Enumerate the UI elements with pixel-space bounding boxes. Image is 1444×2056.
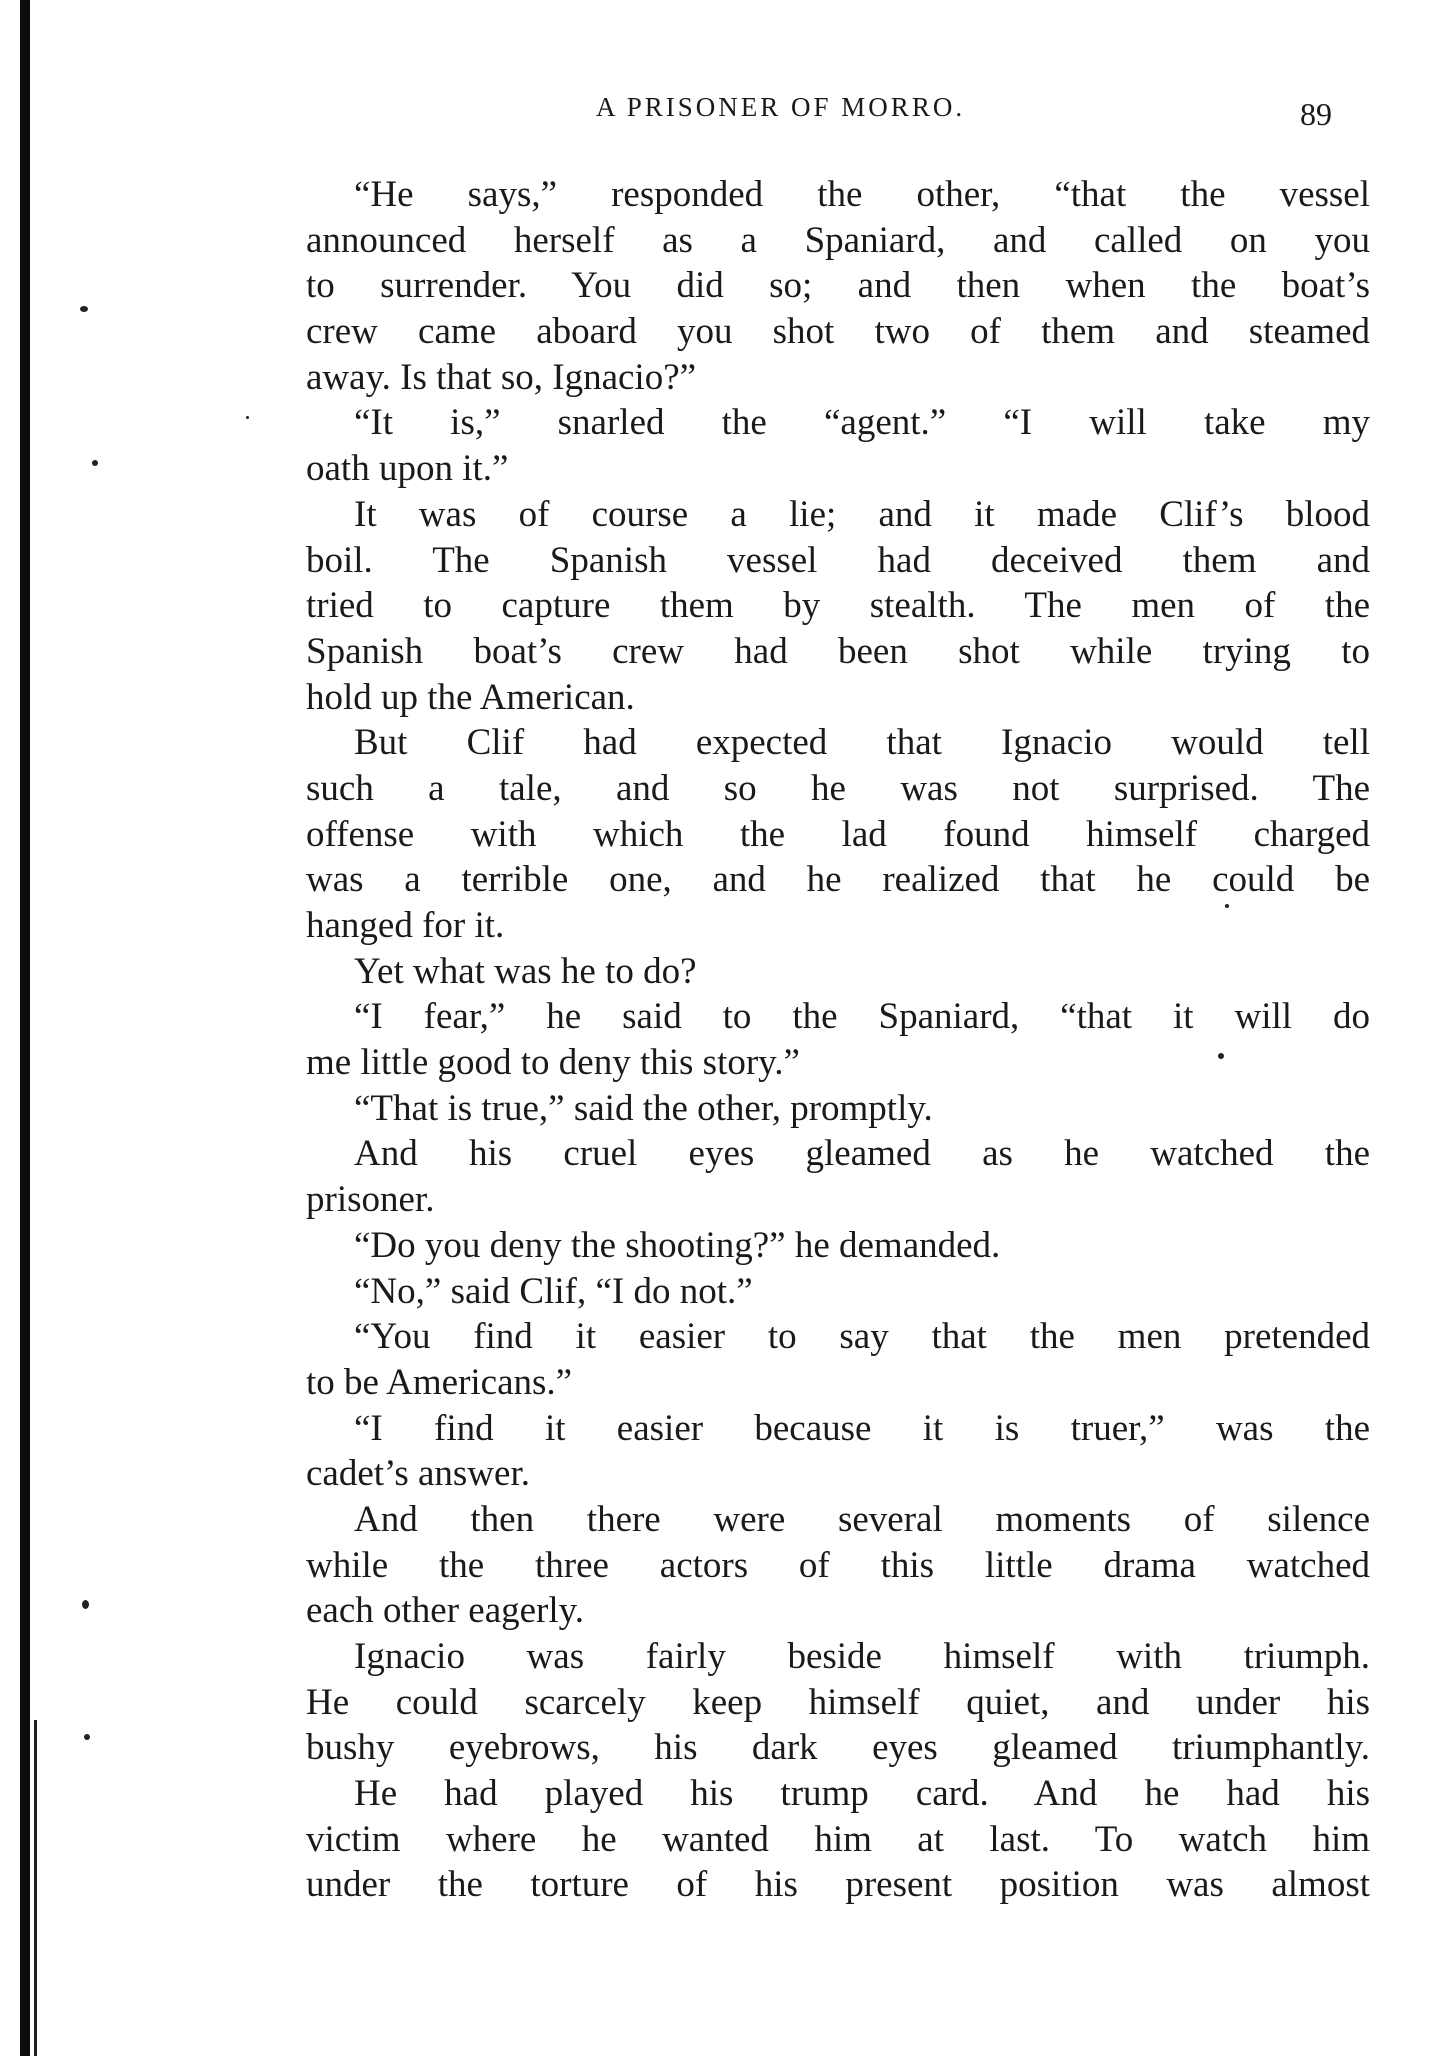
text-line: was a terrible one, and he realized that he could be [306, 859, 1370, 901]
text-line: And then there were several moments of silence [354, 1498, 1370, 1540]
text-line: He had played his trump card. And he had his [354, 1773, 1370, 1815]
text-line: “I fear,” he said to the Spaniard, “that it will do [354, 996, 1370, 1038]
text-line: offense with which the lad found himself charged [306, 813, 1370, 855]
text-line: Ignacio was fairly beside himself with triumph. [354, 1636, 1370, 1677]
text-line: “It is,” snarled the “agent.” “I will take my [354, 402, 1370, 444]
text-line: to surrender. You did so; and then when the boat’s [306, 265, 1370, 307]
body-text [306, 172, 1370, 1908]
text-line: “He says,” responded the other, “that the vessel [354, 174, 1370, 215]
scan-speck [84, 1734, 90, 1740]
text-line: hanged for it. [306, 905, 505, 946]
text-line: It was of course a lie; and it made Clif’s blood [354, 493, 1370, 535]
page-number: 89 [1300, 96, 1332, 132]
text-line: But Clif had expected that Ignacio would tell [354, 722, 1370, 764]
text-line: victim where he wanted him at last. To watch him [306, 1818, 1370, 1860]
text-line: away. Is that so, Ignacio?” [306, 356, 697, 398]
text-line: to be Americans.” [306, 1361, 573, 1403]
text-line: bushy eyebrows, his dark eyes gleamed triumphantly. [306, 1727, 1370, 1769]
book-spine-shadow [20, 0, 30, 2056]
text-line: while the three actors of this little drama watched [306, 1544, 1370, 1586]
text-line: crew came aboard you shot two of them and steamed [306, 311, 1370, 353]
text-line: He could scarcely keep himself quiet, and under his [306, 1681, 1370, 1723]
text-line: Yet what was he to do? [354, 950, 697, 992]
text-line: me little good to deny this story.” [306, 1042, 800, 1084]
scan-speck [92, 460, 98, 466]
text-line: such a tale, and so he was not surprised. The [306, 767, 1370, 809]
scan-speck [80, 306, 88, 312]
text-line: hold up the American. [306, 676, 635, 718]
text-line: And his cruel eyes gleamed as he watched the [354, 1133, 1370, 1175]
text-line: boil. The Spanish vessel had deceived them and [306, 539, 1370, 581]
text-line: cadet’s answer. [306, 1453, 530, 1495]
text-line: tried to capture them by stealth. The men of the [306, 585, 1370, 627]
text-line: “Do you deny the shooting?” he demanded. [354, 1224, 1001, 1266]
running-head: A PRISONER OF MORRO. [596, 92, 966, 122]
text-line: prisoner. [306, 1179, 435, 1221]
text-line: “You find it easier to say that the men pretended [354, 1316, 1370, 1358]
scan-speck [246, 416, 249, 419]
text-line: “That is true,” said the other, promptly. [354, 1087, 933, 1129]
text-line: each other eagerly. [306, 1590, 585, 1632]
text-line: announced herself as a Spaniard, and called on you [306, 219, 1370, 261]
text-line: “No,” said Clif, “I do not.” [354, 1270, 753, 1312]
text-line: “I find it easier because it is truer,” was the [354, 1407, 1370, 1449]
text-line: under the torture of his present position was almost [306, 1864, 1370, 1906]
scan-speck [82, 1600, 89, 1609]
text-line: oath upon it.” [306, 448, 509, 490]
book-spine-edge [34, 1720, 37, 2056]
text-line: Spanish boat’s crew had been shot while trying to [306, 630, 1370, 672]
